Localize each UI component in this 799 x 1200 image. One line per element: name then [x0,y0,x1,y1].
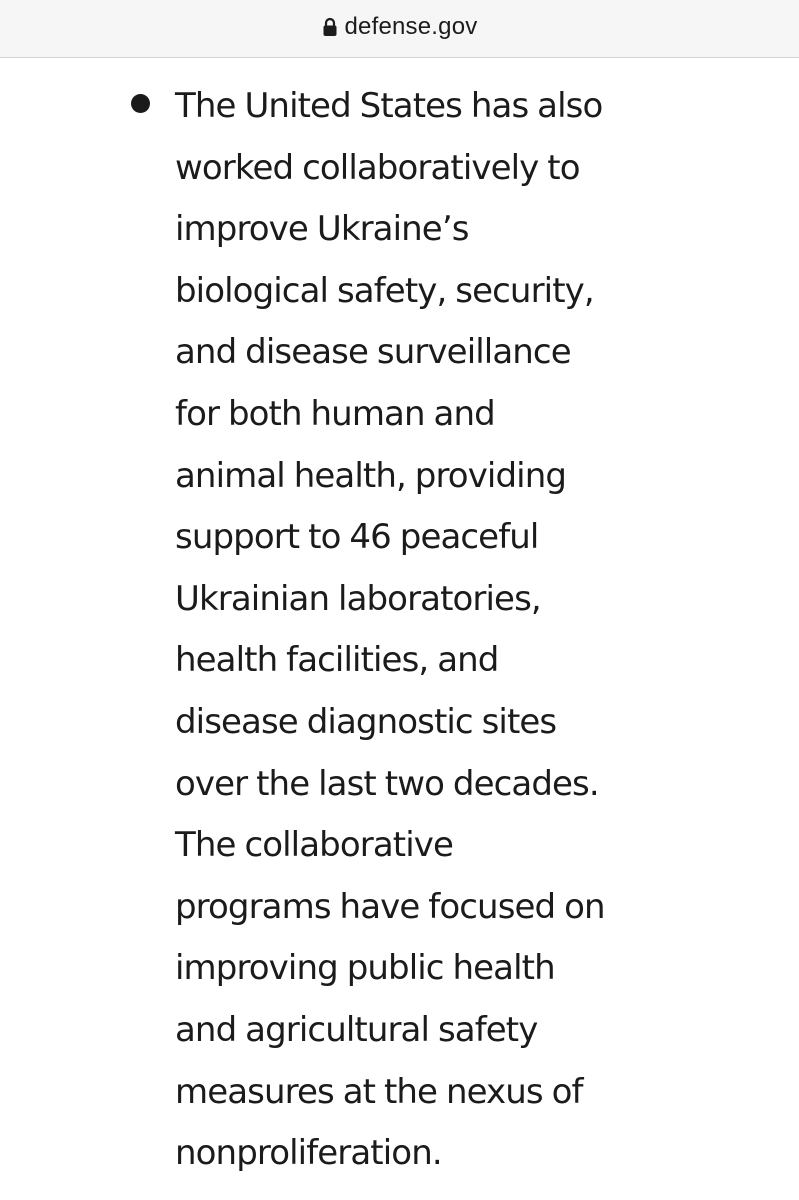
paragraph-line: nonproliferation. [175,1133,442,1174]
paragraph-line: improve Ukraine’s [175,209,469,250]
paragraph-line: programs have focused on [175,886,605,927]
address-bar-content [322,13,478,41]
paragraph-line: support to 46 peaceful [175,517,539,558]
address-bar[interactable] [0,0,799,58]
paragraph-line: for both human and [175,393,495,434]
paragraph-line: measures at the nexus of [175,1071,583,1112]
bullet-icon [131,94,150,113]
paragraph-line: over the last two decades. [175,763,599,804]
paragraph-line: Ukrainian laboratories, [175,578,541,619]
lock-icon [322,17,338,37]
bullet-paragraph [175,76,775,1185]
paragraph-line: animal health, providing [175,455,567,496]
paragraph-line: and agricultural safety [175,1009,538,1050]
paragraph-line: worked collaboratively to [175,147,580,188]
paragraph-line: The collaborative [175,825,453,866]
paragraph-line: disease diagnostic sites [175,701,557,742]
paragraph-line: improving public health [175,948,555,989]
domain-label: defense.gov [344,12,478,40]
paragraph-line: biological safety, security, [175,270,594,311]
paragraph-line: health facilities, and [175,640,499,681]
paragraph-line: and disease surveillance [175,332,571,373]
paragraph-line: The United States has also [175,86,603,126]
page-content [0,58,799,1200]
